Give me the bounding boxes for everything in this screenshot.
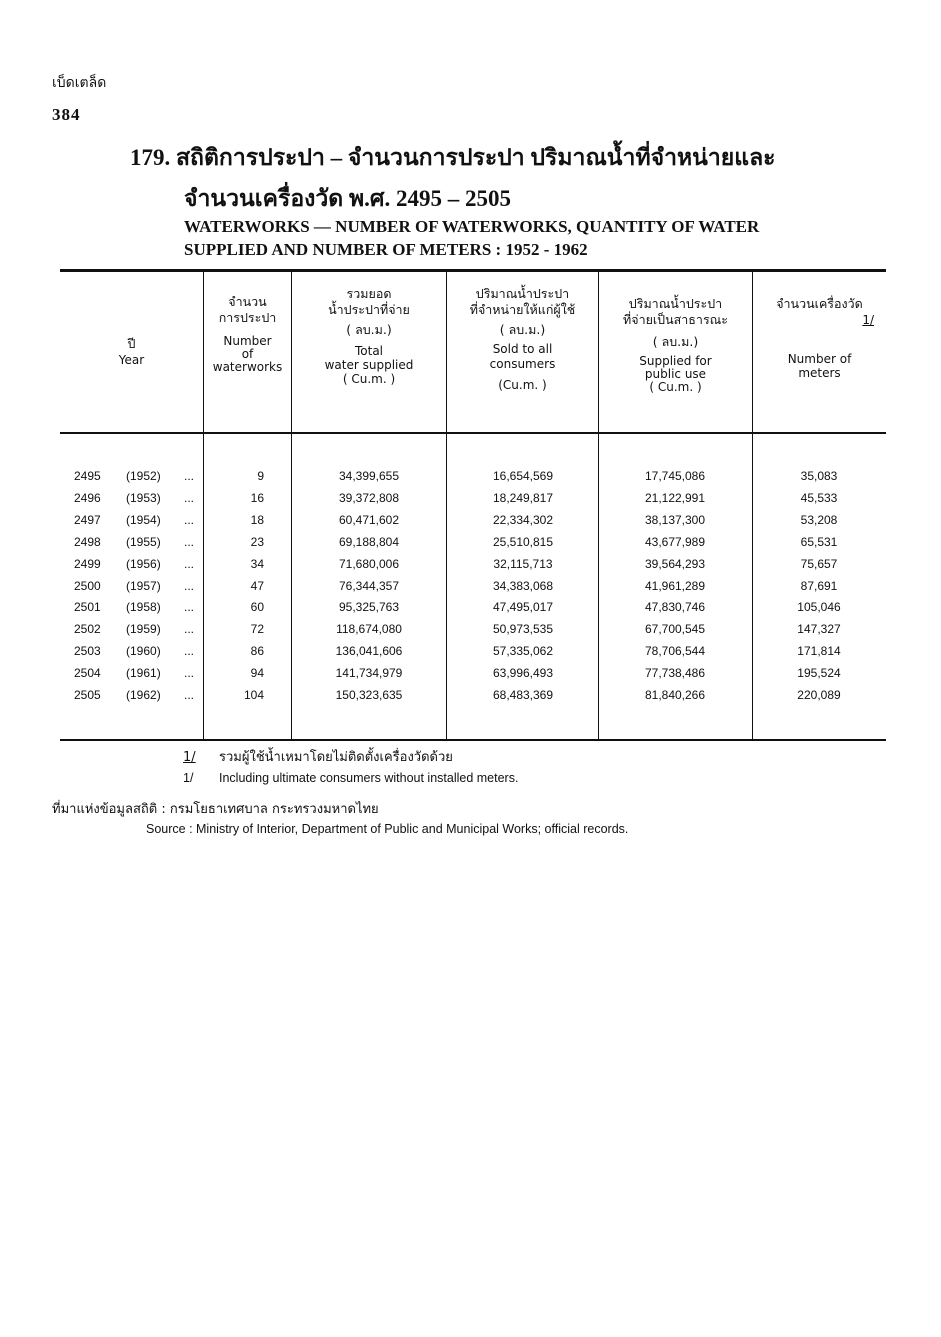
public-use: 67,700,545 (644, 622, 706, 637)
header-year-english: Year (118, 353, 145, 367)
total-supplied: 95,325,763 (338, 600, 400, 615)
table-row (60, 491, 886, 513)
meter-count: 75,657 (800, 556, 838, 571)
header-meters (753, 296, 886, 380)
waterworks-count: 94 (250, 666, 264, 681)
header-total-thai1: รวมยอด (346, 286, 392, 301)
meter-count: 53,208 (800, 512, 838, 527)
meter-count: 105,046 (797, 600, 841, 615)
public-use: 43,677,989 (644, 534, 706, 549)
header-waterworks-en3: waterworks (212, 360, 283, 374)
sold-to-consumers: 32,115,713 (493, 556, 553, 571)
year-be: 2500 (74, 578, 101, 593)
table-top-rule (60, 269, 886, 272)
header-sold (447, 286, 598, 392)
table-row (60, 688, 886, 710)
header-public-unit-en: ( Cu.m. ) (649, 380, 702, 394)
header-public-en2: public use (644, 367, 707, 381)
total-supplied: 60,471,602 (338, 512, 400, 527)
footnote-mark: 1/ (862, 313, 874, 327)
header-year-thai: ปี (127, 336, 136, 351)
total-supplied: 34,399,655 (338, 469, 400, 483)
header-year (60, 336, 203, 368)
header-total (292, 286, 446, 386)
waterworks-count: 34 (250, 556, 264, 571)
public-use: 41,961,289 (644, 578, 706, 593)
table-bottom-rule (60, 739, 886, 741)
table-row (60, 469, 886, 491)
waterworks-count: 9 (257, 469, 264, 483)
sold-to-consumers: 63,996,493 (492, 666, 554, 681)
sold-to-consumers: 18,249,817 (492, 490, 554, 505)
meter-count: 195,524 (797, 666, 841, 681)
page-number: 384 (52, 105, 81, 124)
header-waterworks (204, 294, 291, 374)
leader-dots: ... (184, 556, 195, 571)
year-be: 2502 (74, 622, 101, 637)
header-sold-en1: Sold to all (492, 342, 553, 356)
title-thai-line1 (130, 140, 776, 176)
year-ad: (1953) (126, 490, 161, 505)
meter-count: 147,327 (797, 622, 841, 637)
title-english-line2: SUPPLIED AND NUMBER OF METERS : 1952 - 1962 (184, 240, 588, 259)
sold-to-consumers: 50,973,535 (492, 622, 554, 637)
header-waterworks-thai1: จำนวน (228, 294, 267, 309)
table-row (60, 557, 886, 579)
table-row (60, 535, 886, 557)
waterworks-count: 104 (243, 688, 264, 702)
leader-dots: ... (184, 578, 195, 593)
header-waterworks-thai2: การประปา (218, 310, 277, 325)
header-sold-en2: consumers (489, 357, 556, 371)
footnote-mark: 1/ (183, 771, 194, 785)
year-ad: (1952) (126, 469, 161, 483)
header-public-thai1: ปริมาณน้ำประปา (628, 296, 723, 311)
year-be: 2497 (74, 512, 101, 527)
header-total-en2: water supplied (324, 358, 414, 372)
leader-dots: ... (184, 469, 195, 483)
waterworks-count: 16 (250, 490, 264, 505)
sold-to-consumers: 22,334,302 (492, 512, 554, 527)
year-be: 2501 (74, 600, 101, 615)
public-use: 17,745,086 (644, 469, 706, 483)
waterworks-count: 23 (250, 534, 264, 549)
total-supplied: 136,041,606 (335, 644, 403, 659)
public-use: 78,706,544 (644, 644, 706, 659)
leader-dots: ... (184, 688, 195, 702)
table-row (60, 600, 886, 622)
meter-count: 45,533 (800, 490, 838, 505)
year-be: 2505 (74, 688, 101, 702)
year-ad: (1955) (126, 534, 161, 549)
header-public-unit-thai: ( ลบ.ม.) (652, 334, 699, 349)
sold-to-consumers: 57,335,062 (492, 644, 554, 659)
year-be: 2499 (74, 556, 101, 571)
table-row (60, 622, 886, 644)
header-meters-en2: meters (798, 366, 841, 380)
total-supplied: 39,372,808 (338, 490, 400, 505)
header-sold-thai1: ปริมาณน้ำประปา (475, 286, 570, 301)
header-bottom-rule (60, 432, 886, 434)
year-ad: (1954) (126, 512, 161, 527)
year-be: 2496 (74, 490, 101, 505)
footnote-thai (183, 746, 453, 767)
public-use: 39,564,293 (644, 556, 706, 571)
footnote-english-text: Including ultimate consumers without installed meters. (219, 771, 519, 785)
title-thai-line2: จำนวนเครื่องวัด พ.ศ. 2495 – 2505 (184, 186, 512, 211)
header-meters-footnote-mark (753, 312, 886, 328)
year-be: 2504 (74, 666, 101, 681)
year-ad: (1957) (126, 578, 161, 593)
total-supplied: 69,188,804 (338, 534, 400, 549)
public-use: 47,830,746 (644, 600, 706, 615)
total-supplied: 76,344,357 (338, 578, 400, 593)
year-ad: (1962) (126, 688, 161, 702)
header-public-en1: Supplied for (639, 354, 712, 368)
leader-dots: ... (184, 622, 195, 637)
year-ad: (1961) (126, 666, 161, 681)
leader-dots: ... (184, 490, 195, 505)
header-meters-thai: จำนวนเครื่องวัด (776, 296, 863, 311)
waterworks-count: 72 (250, 622, 264, 637)
year-be: 2498 (74, 534, 101, 549)
header-waterworks-en1: Number (223, 334, 272, 348)
footnote-english (183, 771, 518, 785)
meter-count: 220,089 (797, 688, 841, 702)
waterworks-count: 18 (250, 512, 264, 527)
meter-count: 171,814 (797, 644, 841, 659)
header-public (599, 296, 752, 394)
header-sold-unit-thai: ( ลบ.ม.) (499, 322, 546, 337)
total-supplied: 118,674,080 (336, 622, 402, 637)
leader-dots: ... (184, 534, 195, 549)
table-row (60, 513, 886, 535)
total-supplied: 141,734,979 (335, 666, 403, 681)
header-total-unit-en: ( Cu.m. ) (342, 372, 396, 386)
header-total-thai2: น้ำประปาที่จ่าย (328, 302, 410, 317)
year-ad: (1958) (126, 600, 161, 615)
year-be: 2503 (74, 644, 101, 659)
header-sold-thai2: ที่จำหน่ายให้แก่ผู้ใช้ (469, 302, 576, 317)
title-thai-text: สถิติการประปา – จำนวนการประปา ปริมาณน้ำที่จำหน่ายและ (176, 145, 776, 170)
leader-dots: ... (184, 644, 195, 659)
meter-count: 87,691 (800, 578, 838, 593)
leader-dots: ... (184, 512, 195, 527)
leader-dots: ... (184, 600, 195, 615)
footnote-thai-text: รวมผู้ใช้น้ำเหมาโดยไม่ติดตั้งเครื่องวัดด้วย (219, 750, 453, 765)
year-be: 2495 (74, 469, 101, 483)
year-ad: (1956) (126, 556, 161, 571)
waterworks-count: 60 (250, 600, 264, 615)
header-total-unit-thai: ( ลบ.ม.) (346, 322, 392, 337)
sold-to-consumers: 34,383,068 (492, 578, 554, 593)
year-ad: (1959) (126, 622, 161, 637)
sold-to-consumers: 16,654,569 (492, 469, 554, 483)
table-row (60, 579, 886, 601)
header-waterworks-en2: of (241, 347, 254, 361)
meter-count: 65,531 (800, 534, 838, 549)
header-sold-unit-en: (Cu.m. ) (498, 378, 547, 392)
table-number: 179. (130, 145, 171, 170)
meter-count: 35,083 (800, 469, 838, 483)
title-english-line1: WATERWORKS — NUMBER OF WATERWORKS, QUANTITY OF WATER (184, 217, 760, 236)
total-supplied: 71,680,006 (338, 556, 400, 571)
public-use: 38,137,300 (644, 512, 706, 527)
total-supplied: 150,323,635 (335, 688, 403, 702)
footnote-mark: 1/ (183, 750, 196, 765)
year-ad: (1960) (126, 644, 161, 659)
public-use: 77,738,486 (644, 666, 706, 681)
header-total-en1: Total (354, 344, 384, 358)
waterworks-count: 86 (250, 644, 264, 659)
waterworks-count: 47 (250, 578, 264, 593)
running-head: เบ็ดเตล็ด (52, 75, 107, 91)
table-row (60, 666, 886, 688)
public-use: 81,840,266 (644, 688, 706, 702)
leader-dots: ... (184, 666, 195, 681)
sold-to-consumers: 68,483,369 (492, 688, 554, 702)
source-english: Source : Ministry of Interior, Department of Public and Municipal Works; official records. (146, 822, 629, 836)
sold-to-consumers: 47,495,017 (492, 600, 554, 615)
header-public-thai2: ที่จ่ายเป็นสาธารณะ (623, 312, 728, 327)
sold-to-consumers: 25,510,815 (492, 534, 554, 549)
source-thai: ที่มาแห่งข้อมูลสถิติ : กรมโยธาเทศบาล กระทรวงมหาดไทย (52, 802, 379, 817)
table-row (60, 644, 886, 666)
public-use: 21,122,991 (644, 490, 706, 505)
header-meters-en1: Number of (787, 352, 852, 366)
